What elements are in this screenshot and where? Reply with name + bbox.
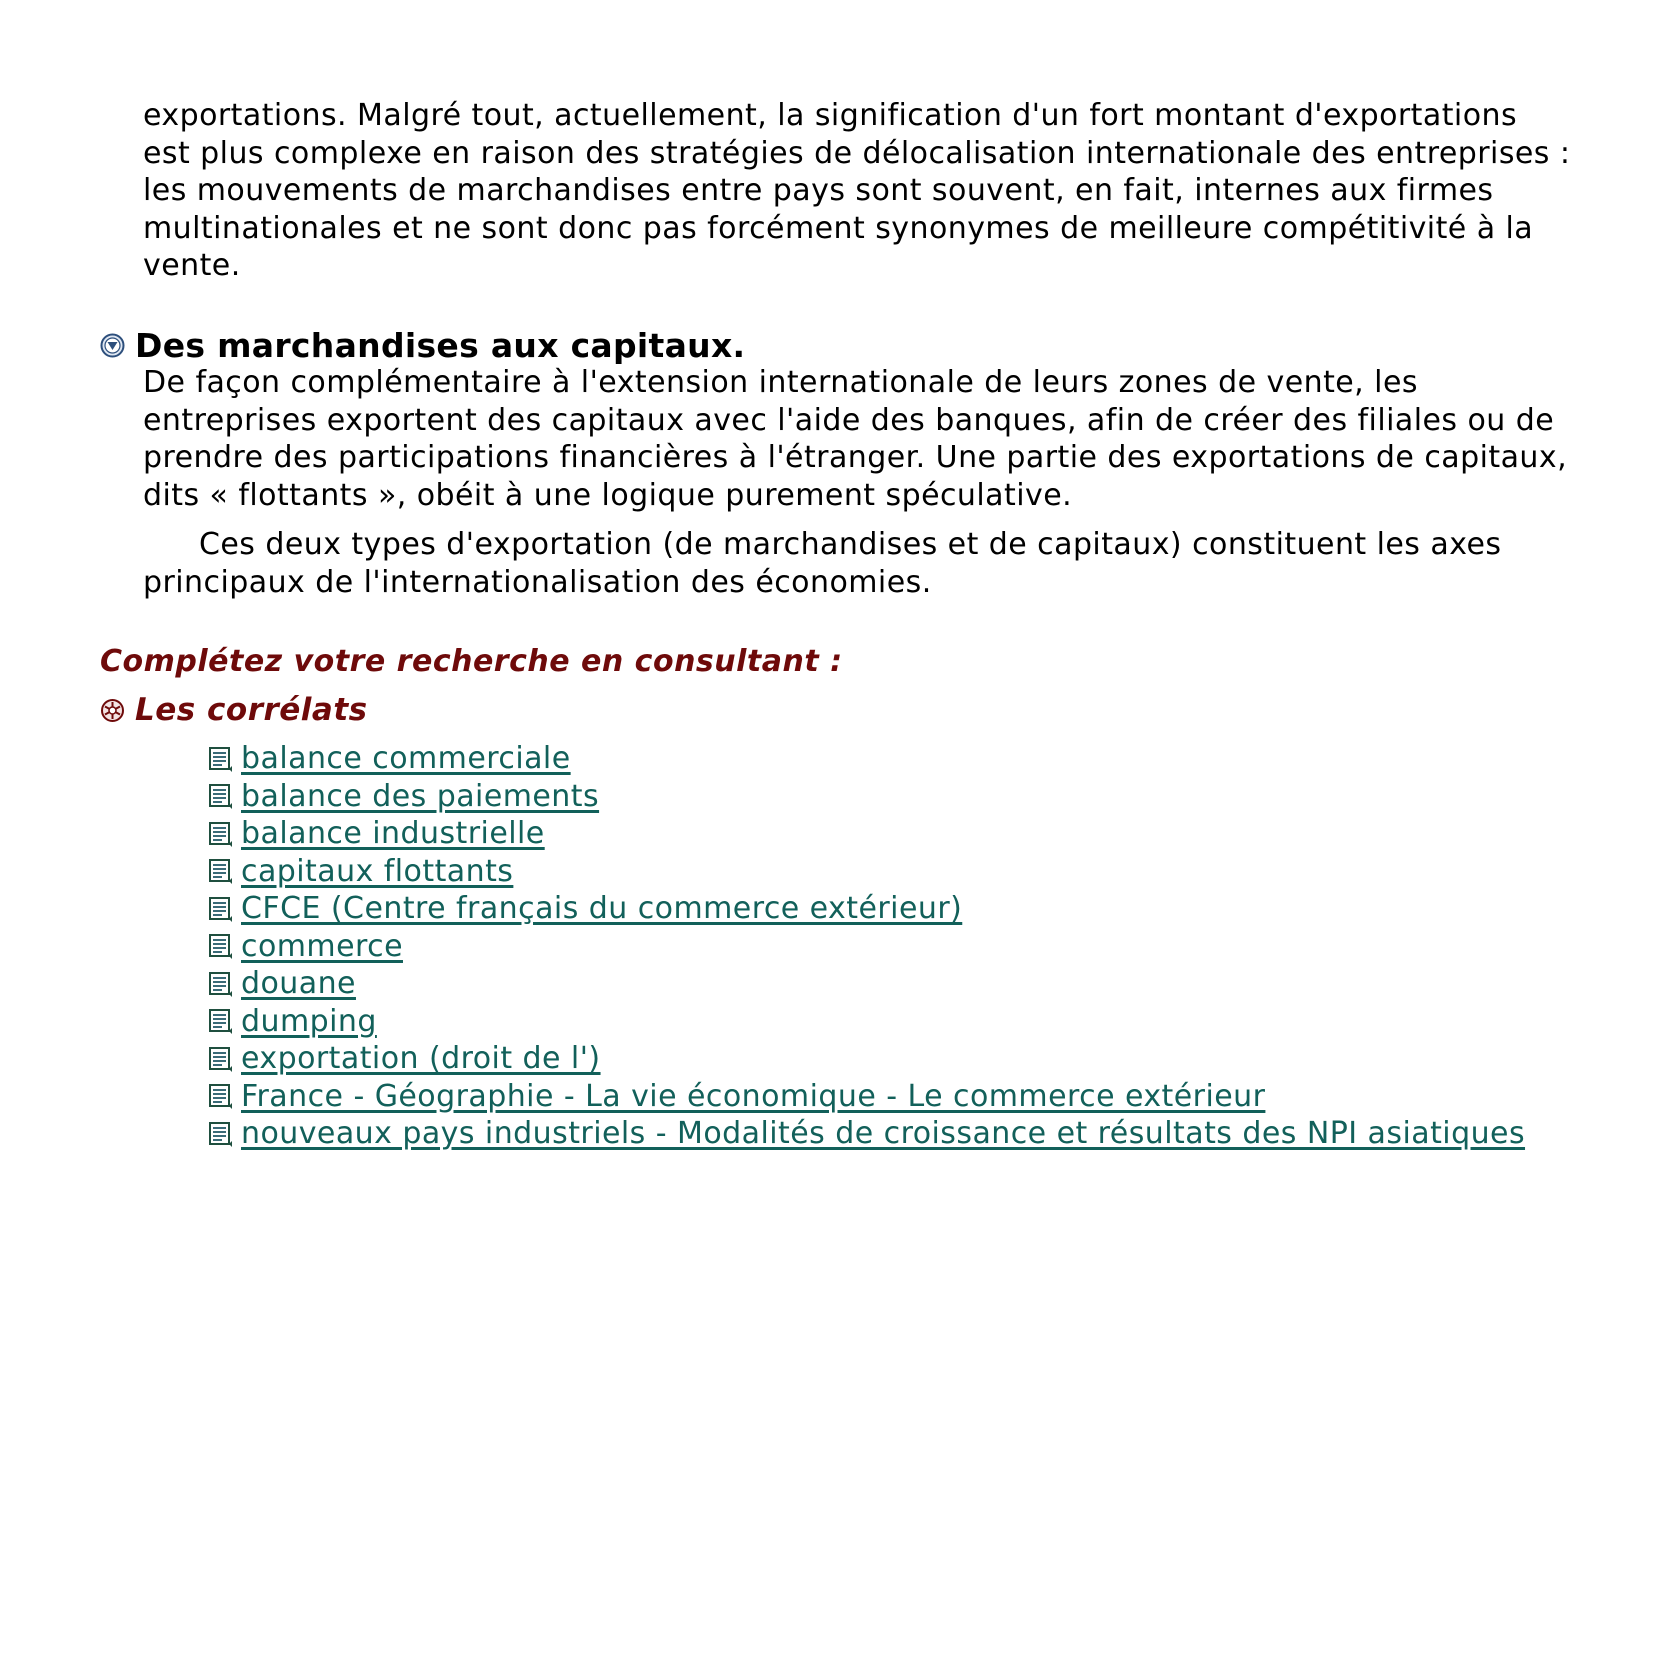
paragraph-line: exportations. Malgré tout, actuellement, la signification d'un fort montant d'exportations bbox=[143, 98, 1518, 133]
correlat-link[interactable]: douane bbox=[241, 966, 356, 1002]
section-heading bbox=[100, 323, 745, 367]
correlats-list bbox=[208, 740, 1525, 1153]
document-icon bbox=[208, 783, 232, 809]
document-icon bbox=[208, 933, 232, 959]
correlat-link[interactable]: CFCE (Centre français du commerce extérieur) bbox=[241, 891, 963, 927]
list-item bbox=[208, 778, 1525, 816]
list-item bbox=[208, 815, 1525, 853]
list-item bbox=[208, 853, 1525, 891]
correlat-link[interactable]: balance industrielle bbox=[241, 816, 545, 852]
paragraph-line: est plus complexe en raison des stratégies de délocalisation internationale des entreprises : bbox=[143, 135, 1571, 171]
list-item bbox=[208, 1003, 1525, 1041]
correlats-icon[interactable] bbox=[100, 698, 125, 723]
correlat-link[interactable]: dumping bbox=[241, 1003, 377, 1039]
section-paragraph-2 bbox=[143, 526, 1563, 601]
correlat-link[interactable]: capitaux flottants bbox=[241, 853, 514, 889]
paragraph-line: De façon complémentaire à l'extension internationale de leurs zones de vente, les bbox=[143, 365, 1418, 400]
list-item bbox=[208, 890, 1525, 928]
list-item bbox=[208, 965, 1525, 1003]
document-icon bbox=[208, 1121, 232, 1147]
paragraph-line: prendre des participations financières à l'étranger. Une partie des exportations de capitaux, bbox=[143, 440, 1568, 475]
paragraph-line: dits « flottants », obéit à une logique purement spéculative. bbox=[143, 477, 1073, 513]
list-item bbox=[208, 1115, 1525, 1153]
paragraph-line: vente. bbox=[143, 248, 241, 283]
navigation-arrow-icon[interactable] bbox=[100, 333, 125, 358]
paragraph-line: principaux de l'internationalisation des économies. bbox=[143, 564, 932, 600]
correlat-link[interactable]: balance commerciale bbox=[241, 741, 571, 777]
document-icon bbox=[208, 1046, 232, 1072]
intro-paragraph bbox=[143, 97, 1571, 285]
correlat-link[interactable]: France - Géographie - La vie économique - Le commerce extérieur bbox=[241, 1078, 1266, 1114]
list-item bbox=[208, 740, 1525, 778]
list-item bbox=[208, 1040, 1525, 1078]
document-icon bbox=[208, 971, 232, 997]
section-paragraph-1 bbox=[143, 364, 1568, 514]
paragraph-line: entreprises exportent des capitaux avec l'aide des banques, afin de créer des filiales ou de bbox=[143, 402, 1555, 438]
correlat-link[interactable]: balance des paiements bbox=[241, 778, 600, 814]
section-title: Des marchandises aux capitaux. bbox=[135, 325, 746, 365]
document-icon bbox=[208, 1083, 232, 1109]
document-icon bbox=[208, 1008, 232, 1034]
correlats-title: Les corrélats bbox=[135, 692, 368, 728]
document-icon bbox=[208, 858, 232, 884]
document-icon bbox=[208, 746, 232, 772]
paragraph-line: Ces deux types d'exportation (de marchandises et de capitaux) constituent les axes bbox=[199, 527, 1502, 562]
correlat-link[interactable]: exportation (droit de l') bbox=[241, 1041, 601, 1077]
paragraph-line: les mouvements de marchandises entre pays sont souvent, en fait, internes aux firmes bbox=[143, 173, 1494, 208]
document-icon bbox=[208, 821, 232, 847]
list-item bbox=[208, 1078, 1525, 1116]
correlat-link[interactable]: commerce bbox=[241, 928, 403, 964]
further-reading-title: Complétez votre recherche en consultant : bbox=[100, 644, 843, 679]
correlats-heading bbox=[100, 690, 368, 730]
document-icon bbox=[208, 896, 232, 922]
correlat-link[interactable]: nouveaux pays industriels - Modalités de croissance et résultats des NPI asiatiques bbox=[241, 1116, 1526, 1152]
list-item bbox=[208, 928, 1525, 966]
paragraph-line: multinationales et ne sont donc pas forcément synonymes de meilleure compétitivité à la bbox=[143, 210, 1534, 246]
